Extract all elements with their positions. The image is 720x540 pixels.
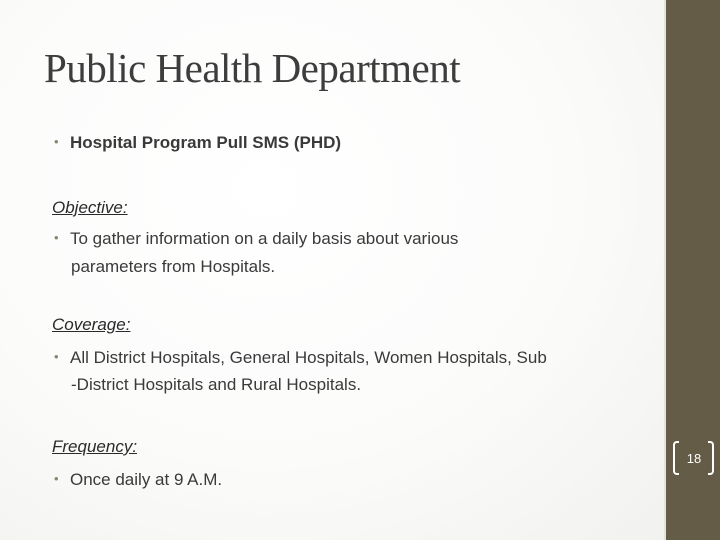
page-number: 18 (686, 450, 702, 466)
coverage-line-2: -District Hospitals and Rural Hospitals. (71, 375, 362, 394)
coverage-heading: Coverage: (52, 315, 131, 334)
frequency-line-1: Once daily at 9 A.M. (70, 470, 223, 489)
slide-title: Public Health Department (44, 45, 461, 91)
objective-line-1: To gather information on a daily basis about various (70, 229, 459, 248)
objective-heading: Objective: (52, 198, 128, 217)
bullet-objective (54, 229, 458, 249)
bullet-dot: • (54, 134, 59, 149)
bullet-program (54, 133, 341, 153)
coverage-line-1: All District Hospitals, General Hospitals, Women Hospitals, Sub (70, 348, 547, 367)
bullet-dot: • (54, 230, 59, 245)
bullet-coverage (54, 348, 547, 368)
bullet-frequency (54, 470, 222, 490)
bullet-dot: • (54, 471, 59, 486)
frequency-heading: Frequency: (52, 437, 138, 456)
bullet-dot: • (54, 349, 59, 364)
objective-line-2: parameters from Hospitals. (71, 257, 276, 276)
program-text: Hospital Program Pull SMS (PHD) (70, 133, 342, 152)
